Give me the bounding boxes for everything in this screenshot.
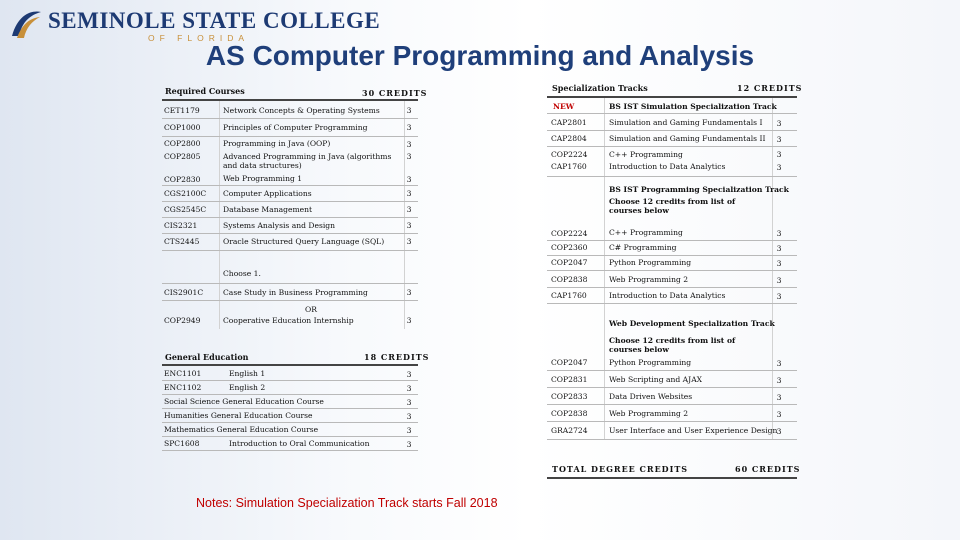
course-credits: 3	[406, 440, 412, 449]
row-rule	[547, 421, 797, 422]
course-credits: 3	[406, 140, 412, 149]
seminole-swoosh-icon	[8, 6, 44, 42]
page-title: AS Computer Programming and Analysis	[205, 40, 755, 71]
row-rule	[162, 201, 418, 202]
course-credits: 3	[776, 376, 782, 385]
course-name: Introduction to Data Analytics	[609, 291, 726, 300]
required-credits-label: 30 CREDITS	[362, 88, 428, 98]
course-code: CET1179	[164, 106, 200, 115]
row-rule	[162, 250, 418, 251]
gen-ed-header-rule	[162, 364, 418, 366]
course-credits: 3	[406, 123, 412, 132]
course-code: CIS2901C	[164, 288, 204, 297]
row-rule	[162, 422, 418, 423]
course-credits: 3	[776, 292, 782, 301]
row-rule	[547, 146, 797, 147]
course-name: Database Management	[223, 205, 313, 214]
course-credits: 3	[776, 259, 782, 268]
course-credits: 3	[406, 412, 412, 421]
course-credits: 3	[406, 221, 412, 230]
course-name: User Interface and User Experience Design	[609, 426, 778, 435]
course-credits: 3	[406, 106, 412, 115]
row-rule	[547, 404, 797, 405]
required-header-rule	[162, 99, 418, 101]
course-credits: 3	[406, 288, 412, 297]
row-rule	[547, 113, 797, 114]
course-credits: 3	[406, 398, 412, 407]
course-credits: 3	[776, 135, 782, 144]
course-code: SPC1608	[164, 439, 200, 448]
course-name: Principles of Computer Programming	[223, 123, 368, 132]
course-code: COP1000	[164, 123, 201, 132]
row-rule	[547, 303, 797, 304]
course-code: CGS2545C	[164, 205, 207, 214]
course-code: CGS2100C	[164, 189, 207, 198]
course-name: C# Programming	[609, 243, 677, 252]
course-name: Python Programming	[609, 358, 692, 367]
course-code: COP2833	[551, 392, 588, 401]
course-code: COP2830	[164, 175, 201, 184]
course-name: Web Programming 2	[609, 275, 689, 284]
row-rule	[547, 387, 797, 388]
tracks-col-divider	[604, 98, 605, 440]
row-rule	[162, 118, 418, 119]
webdev-track-title: Web Development Specialization Track	[609, 319, 775, 328]
course-code: CAP2804	[551, 134, 587, 143]
course-name: Introduction to Data Analytics	[609, 162, 726, 171]
course-name: Web Scripting and AJAX	[609, 375, 703, 384]
row-rule	[162, 136, 418, 137]
or-label: OR	[305, 305, 317, 314]
row-rule	[162, 408, 418, 409]
college-name: SEMINOLE STATE COLLEGE	[48, 8, 381, 33]
course-name: Computer Applications	[223, 189, 312, 198]
course-credits: 3	[406, 384, 412, 393]
row-rule	[162, 436, 418, 437]
row-rule	[162, 380, 418, 381]
course-name: Web Programming 2	[609, 409, 689, 418]
row-rule	[162, 185, 418, 186]
row-rule	[162, 450, 418, 451]
course-credits: 3	[406, 152, 412, 161]
course-code: CIS2321	[164, 221, 198, 230]
webdev-choose-text: Choose 12 credits from list of courses below	[609, 336, 736, 354]
course-credits: 3	[406, 316, 412, 325]
row-rule	[547, 287, 797, 288]
row-rule	[547, 240, 797, 241]
course-name: Programming in Java (OOP)	[223, 139, 331, 148]
course-name: Network Concepts & Operating Systems	[223, 106, 380, 115]
course-name: Python Programming	[609, 258, 692, 267]
course-code: COP2360	[551, 243, 588, 252]
course-code: COP2949	[164, 316, 201, 325]
course-credits: 3	[776, 119, 782, 128]
total-degree-value: 60 CREDITS	[735, 464, 801, 474]
course-name: Cooperative Education Internship	[223, 316, 354, 325]
course-code: COP2831	[551, 375, 588, 384]
course-credits: 3	[406, 205, 412, 214]
course-credits: 3	[406, 370, 412, 379]
course-code: CAP1760	[551, 162, 587, 171]
course-name: Introduction to Oral Communication	[229, 439, 370, 448]
course-code: COP2047	[551, 258, 588, 267]
course-credits: 3	[776, 163, 782, 172]
tracks-credits-label: 12 CREDITS	[737, 83, 803, 93]
simulation-track-title: BS IST Simulation Specialization Track	[609, 102, 777, 111]
course-name: English 2	[229, 383, 266, 392]
row-rule	[162, 394, 418, 395]
required-courses-label: Required Courses	[165, 86, 245, 96]
course-code: ENC1101	[164, 369, 202, 378]
row-rule	[547, 370, 797, 371]
course-credits: 3	[776, 229, 782, 238]
course-code: COP2224	[551, 229, 588, 238]
gen-ed-label: General Education	[165, 352, 249, 362]
course-name: C++ Programming	[609, 150, 683, 159]
course-name: Systems Analysis and Design	[223, 221, 336, 230]
row-rule	[162, 217, 418, 218]
tracks-label: Specialization Tracks	[552, 83, 648, 93]
course-code: GRA2724	[551, 426, 588, 435]
course-credits: 3	[776, 427, 782, 436]
course-credits: 3	[406, 189, 412, 198]
new-badge: NEW	[553, 102, 575, 111]
gen-ed-credits-label: 18 CREDITS	[364, 352, 430, 362]
course-credits: 3	[776, 276, 782, 285]
row-rule	[162, 283, 418, 284]
course-code: COP2224	[551, 150, 588, 159]
row-rule	[547, 130, 797, 131]
course-name: Web Programming 1	[223, 174, 303, 183]
course-name: Advanced Programming in Java (algorithms and data structures)	[223, 152, 392, 170]
course-code: COP2838	[551, 275, 588, 284]
total-rule	[547, 477, 797, 479]
course-name: Simulation and Gaming Fundamentals II	[609, 134, 766, 143]
course-code: CAP2801	[551, 118, 587, 127]
programming-track-title: BS IST Programming Specialization Track	[609, 185, 789, 194]
notes-text: Notes: Simulation Specialization Track starts Fall 2018	[196, 496, 498, 510]
course-code: COP2047	[551, 358, 588, 367]
course-name: Social Science General Education Course	[164, 397, 324, 406]
course-name: Case Study in Business Programming	[223, 288, 368, 297]
row-rule	[547, 270, 797, 271]
course-credits: 3	[406, 175, 412, 184]
course-code: COP2805	[164, 152, 201, 161]
total-degree-label: TOTAL DEGREE CREDITS	[552, 464, 689, 474]
course-name: Simulation and Gaming Fundamentals I	[609, 118, 763, 127]
course-code: COP2800	[164, 139, 201, 148]
programming-choose-text: Choose 12 credits from list of courses below	[609, 197, 736, 215]
course-credits: 3	[406, 426, 412, 435]
row-rule	[162, 300, 418, 301]
course-credits: 3	[776, 150, 782, 159]
choose-one-label: Choose 1.	[223, 269, 261, 278]
course-code: COP2838	[551, 409, 588, 418]
tracks-header-rule	[547, 96, 797, 98]
course-credits: 3	[776, 410, 782, 419]
course-code: CAP1760	[551, 291, 587, 300]
row-rule	[547, 176, 797, 177]
course-name: Oracle Structured Query Language (SQL)	[223, 237, 385, 246]
course-credits: 3	[776, 393, 782, 402]
course-name: C++ Programming	[609, 228, 683, 237]
course-name: Data Driven Websites	[609, 392, 693, 401]
course-name: Humanities General Education Course	[164, 411, 313, 420]
course-credits: 3	[406, 237, 412, 246]
course-code: CTS2445	[164, 237, 200, 246]
course-credits: 3	[776, 244, 782, 253]
course-credits: 3	[776, 359, 782, 368]
course-name: English 1	[229, 369, 266, 378]
row-rule	[547, 255, 797, 256]
college-subname: OF FLORIDA	[148, 33, 250, 43]
row-rule	[162, 233, 418, 234]
course-name: Mathematics General Education Course	[164, 425, 319, 434]
course-code: ENC1102	[164, 383, 202, 392]
row-rule	[547, 439, 797, 440]
